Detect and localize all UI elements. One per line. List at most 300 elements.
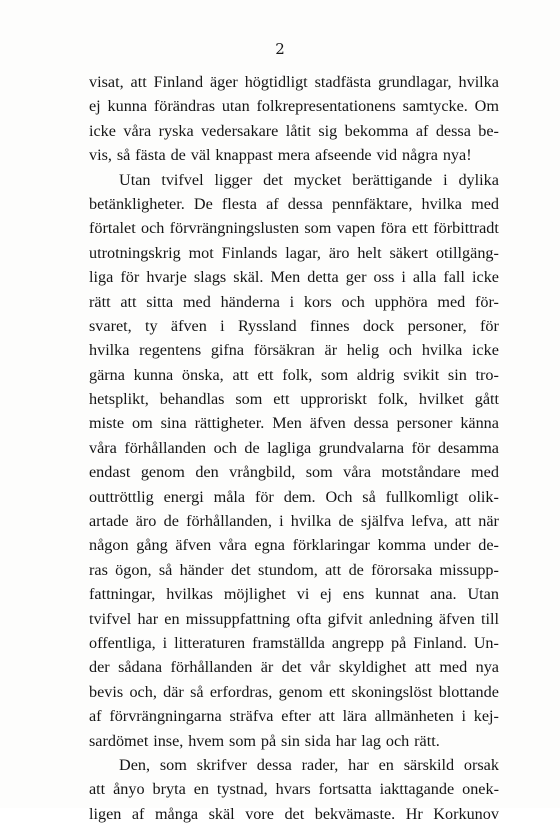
word: utan — [221, 97, 250, 116]
word: missupp- — [439, 560, 499, 579]
word: iakttagande — [379, 780, 455, 799]
word: dessa — [256, 755, 292, 774]
text-line — [89, 192, 499, 216]
word: missuppfattning — [185, 609, 291, 628]
text-line — [89, 753, 499, 777]
word: vi — [296, 585, 310, 604]
word: fortsatta — [318, 780, 372, 799]
word: de — [338, 512, 354, 531]
word: hvilka — [89, 341, 130, 360]
word: i — [162, 633, 168, 652]
text-line — [89, 119, 499, 143]
word: folkrepresentationens — [256, 97, 396, 116]
word: med — [437, 292, 466, 311]
word: olik- — [468, 487, 499, 506]
word: nya! — [442, 146, 472, 165]
word: förändras — [153, 97, 215, 116]
word: framställda — [252, 633, 325, 652]
word: der — [89, 658, 110, 677]
word: energi — [163, 487, 204, 506]
word: sardömet — [89, 731, 149, 750]
word: våra — [218, 536, 247, 555]
word: Den, — [119, 755, 151, 774]
word: artade — [89, 512, 129, 531]
text-line — [89, 241, 499, 265]
word: för- — [474, 292, 499, 311]
word: de — [163, 512, 179, 531]
word: af — [89, 707, 102, 726]
word: väl — [190, 146, 211, 165]
word: försäkran — [253, 341, 315, 360]
word: hvilkas — [166, 585, 213, 604]
word: förvrängningarna — [109, 707, 222, 726]
word: ras — [89, 560, 108, 579]
word: låtit — [285, 121, 311, 140]
word: hvars — [275, 780, 311, 799]
word: om — [132, 414, 153, 433]
text-line — [89, 777, 499, 801]
word: gång — [136, 536, 168, 555]
word: kunnat — [375, 585, 420, 604]
word: vår — [309, 658, 331, 677]
word: Ryssland — [237, 316, 297, 335]
word: sina — [160, 414, 187, 433]
word: genom — [140, 463, 185, 482]
word: äfven — [309, 414, 346, 433]
word: flesta — [221, 194, 257, 213]
word: vore — [245, 804, 274, 823]
word: Men — [270, 268, 301, 287]
word: icke — [89, 121, 116, 140]
word: personer, — [407, 316, 467, 335]
word: med — [471, 194, 499, 213]
word: upphöra — [374, 292, 428, 311]
text-line — [89, 387, 499, 411]
text-line — [89, 290, 499, 314]
word: äro — [135, 512, 157, 531]
word: hvem — [188, 731, 225, 750]
word: betänkligheter. — [89, 194, 185, 213]
word: De — [193, 194, 213, 213]
word: alla — [412, 268, 437, 287]
word: knappast — [215, 146, 273, 165]
word: dessa — [353, 414, 389, 433]
word: att — [414, 658, 431, 677]
word: Men — [272, 414, 302, 433]
word: slags — [193, 268, 227, 287]
word: Utan — [119, 170, 151, 189]
word: rättigheter. — [194, 414, 265, 433]
word: grundlagar, — [378, 73, 452, 91]
word: när — [478, 512, 499, 531]
word: på — [391, 633, 407, 652]
word: gärna — [89, 365, 125, 384]
word: vid — [376, 146, 398, 165]
word: äfven — [438, 609, 475, 628]
word: tvifvel — [161, 170, 204, 189]
word: och — [341, 292, 365, 311]
word: rätt — [89, 292, 111, 311]
word: i — [289, 292, 295, 311]
word: pennfäktare, — [331, 194, 413, 213]
word: det — [284, 804, 305, 823]
word: allmänheten — [374, 707, 454, 726]
word: rader, — [301, 755, 339, 774]
word: Hr — [405, 804, 423, 823]
word: gått — [474, 390, 499, 409]
word: för — [411, 438, 431, 457]
word: många — [154, 804, 199, 823]
word: vapen — [336, 219, 376, 238]
word: att — [130, 73, 147, 91]
body-text — [89, 70, 499, 826]
word: någon — [89, 536, 129, 555]
word: och — [388, 341, 413, 360]
word: så — [362, 487, 376, 506]
word: svaret, — [89, 316, 132, 335]
word: våra — [123, 121, 152, 140]
word: fullkomligt — [385, 487, 459, 506]
word: våra — [343, 463, 372, 482]
word: inse, — [153, 731, 184, 750]
word: äfven — [170, 316, 207, 335]
word: bevis — [89, 682, 124, 701]
word: kej- — [473, 707, 499, 726]
word: skoningslöst — [351, 682, 433, 701]
word: motståndare — [381, 463, 461, 482]
word: kunna — [107, 97, 148, 116]
word: som — [235, 390, 263, 409]
word: behandlas — [159, 390, 225, 409]
word: de — [348, 560, 364, 579]
word: ens — [342, 585, 365, 604]
word: ett — [328, 682, 346, 701]
word: hvilka — [458, 73, 499, 91]
word: att — [89, 780, 106, 799]
word: det — [230, 560, 251, 579]
word: dock — [362, 316, 395, 335]
word: Finland. — [413, 633, 467, 652]
word: de- — [478, 536, 499, 555]
word: sida — [304, 731, 331, 750]
word: på — [260, 731, 277, 750]
word: för — [480, 316, 499, 335]
word: händer — [179, 560, 224, 579]
text-line — [89, 704, 499, 728]
word: den — [195, 463, 219, 482]
text-line — [89, 607, 499, 631]
word: att — [318, 707, 335, 726]
word: känna — [460, 414, 499, 433]
word: sig — [318, 121, 338, 140]
word: helt — [357, 243, 382, 262]
word: detta — [307, 268, 339, 287]
word: upproriskt — [300, 390, 367, 409]
word: grundvalarna — [318, 438, 405, 457]
word: tro- — [475, 365, 499, 384]
word: folk, — [282, 365, 313, 384]
word: hetsplikt, — [89, 390, 149, 409]
word: har — [137, 609, 159, 628]
word: lära — [342, 707, 367, 726]
word: svikit — [403, 365, 440, 384]
word: fall — [443, 268, 465, 287]
word: erfordras, — [209, 682, 273, 701]
word: är — [260, 658, 274, 677]
word: har — [335, 731, 357, 750]
word: att — [325, 560, 342, 579]
word: Un- — [473, 633, 499, 652]
word: som — [229, 731, 257, 750]
text-line — [89, 509, 499, 533]
text-line — [89, 143, 499, 167]
word: i — [443, 170, 448, 189]
word: vis, — [89, 146, 112, 165]
word: hvilket — [418, 390, 464, 409]
word: afseende — [314, 146, 372, 165]
word: som — [305, 463, 333, 482]
word: ej — [89, 97, 101, 116]
word: genom — [278, 682, 323, 701]
text-line — [89, 216, 499, 240]
text-line — [89, 582, 499, 606]
word: med — [439, 658, 468, 677]
word: tvifvel — [89, 609, 132, 628]
word: i — [401, 268, 406, 287]
word: visat, — [89, 73, 124, 91]
word: förorsaka — [371, 560, 433, 579]
word: ett — [273, 390, 290, 409]
word: med — [182, 292, 211, 311]
word: kors — [303, 292, 332, 311]
word: oss — [373, 268, 395, 287]
word: det — [263, 170, 283, 189]
word: fattningar, — [89, 585, 156, 604]
text-line — [89, 460, 499, 484]
word: icke — [472, 268, 499, 287]
word: dessa — [287, 194, 323, 213]
word: stundom, — [258, 560, 318, 579]
word: våra — [89, 438, 117, 457]
word: lefva, — [411, 512, 448, 531]
word: så — [190, 682, 204, 701]
word: förklaringar — [292, 536, 370, 555]
word: litteraturen — [174, 633, 246, 652]
word: utrotningskrig — [89, 243, 181, 262]
word: rätt. — [414, 731, 440, 750]
word: där — [163, 682, 184, 701]
word: ett — [257, 365, 274, 384]
word: Korkunov — [433, 804, 499, 823]
word: i — [220, 316, 225, 335]
text-line — [89, 655, 499, 679]
word: offentliga, — [89, 633, 156, 652]
word: att — [232, 365, 249, 384]
word: liga — [89, 268, 114, 287]
word: att — [454, 512, 472, 531]
word: af — [266, 194, 279, 213]
word: i — [279, 512, 284, 531]
word: så — [116, 146, 131, 165]
word: vedersakare — [201, 121, 279, 140]
text-line — [89, 802, 499, 826]
word: finnes — [309, 316, 350, 335]
word: för — [120, 268, 140, 287]
word: och — [385, 731, 410, 750]
word: ett — [411, 219, 429, 238]
word: under — [433, 536, 471, 555]
word: en — [378, 755, 394, 774]
text-line — [89, 558, 499, 582]
word: en — [164, 609, 180, 628]
word: särskild — [403, 755, 455, 774]
word: mera — [277, 146, 311, 165]
word: bryta — [152, 780, 186, 799]
word: otillgäng- — [435, 243, 499, 262]
text-line — [89, 631, 499, 655]
word: är — [324, 341, 338, 360]
word: bekomma — [344, 121, 409, 140]
word: förbittradt — [433, 219, 499, 238]
word: personer — [396, 414, 453, 433]
word: be- — [478, 121, 499, 140]
word: Finland — [153, 73, 204, 91]
word: regentens — [139, 341, 202, 360]
word: egna — [254, 536, 285, 555]
word: önska, — [181, 365, 224, 384]
word: de — [244, 438, 260, 457]
word: sträfva — [229, 707, 274, 726]
word: vrångbild, — [229, 463, 296, 482]
word: händerna — [220, 292, 280, 311]
word: att — [120, 292, 137, 311]
word: lagliga — [267, 438, 312, 457]
word: ty — [145, 316, 158, 335]
word: icke — [471, 341, 499, 360]
word: och — [141, 219, 165, 238]
text-line — [89, 729, 499, 753]
word: blottande — [438, 682, 499, 701]
word: samtycke. — [402, 97, 468, 116]
word: högtidligt — [244, 73, 308, 91]
word: lagar, — [285, 243, 321, 262]
word: Om — [474, 97, 499, 116]
word: Utan — [467, 585, 499, 604]
word: berättigande — [352, 170, 433, 189]
word: det — [281, 658, 302, 677]
word: ånyo — [113, 780, 145, 799]
word: orsak — [463, 755, 499, 774]
word: och, — [129, 682, 157, 701]
word: mycket — [293, 170, 342, 189]
word: ögon, — [115, 560, 152, 579]
word: i — [461, 707, 466, 726]
word: onek- — [462, 780, 499, 799]
word: äfven — [175, 536, 212, 555]
text-line — [89, 168, 499, 192]
word: ryska — [158, 121, 194, 140]
word: kunna — [133, 365, 174, 384]
word: sin — [281, 731, 300, 750]
text-line — [89, 411, 499, 435]
word: dem. — [283, 487, 316, 506]
word: Och — [325, 487, 353, 506]
word: möjlighet — [223, 585, 286, 604]
word: skrifver — [196, 755, 247, 774]
word: förhållanden — [124, 438, 207, 457]
word: med — [471, 463, 499, 482]
word: efter — [281, 707, 311, 726]
word: och — [213, 438, 237, 457]
word: hvilka — [290, 512, 332, 531]
word: ger — [345, 268, 367, 287]
word: sådana — [118, 658, 163, 677]
text-line — [89, 338, 499, 362]
text-line — [89, 436, 499, 460]
word: äger — [209, 73, 238, 91]
word: förvrängningslusten — [169, 219, 300, 238]
word: de — [170, 146, 186, 165]
text-line — [89, 265, 499, 289]
word: desamma — [437, 438, 499, 457]
word: nya — [475, 658, 499, 677]
word: folk, — [377, 390, 408, 409]
word: som — [321, 365, 349, 384]
word: några — [402, 146, 438, 165]
word: af — [131, 804, 145, 823]
word: angrepp — [331, 633, 385, 652]
text-line — [89, 70, 499, 94]
word: mot — [188, 243, 214, 262]
word: aldrig — [356, 365, 395, 384]
word: en — [193, 780, 209, 799]
word: säkert — [389, 243, 429, 262]
word: ligen — [89, 804, 122, 823]
word: som — [304, 219, 332, 238]
word: hvilka — [421, 341, 463, 360]
word: komma — [377, 536, 427, 555]
word: skäl. — [233, 268, 264, 287]
word: af — [415, 121, 429, 140]
word: förhållanden, — [186, 512, 272, 531]
word: hvilka — [421, 194, 462, 213]
word: äro — [328, 243, 350, 262]
word: gifna — [210, 341, 245, 360]
word: måla — [213, 487, 246, 506]
word: så — [158, 560, 173, 579]
word: miste — [89, 414, 125, 433]
text-line — [89, 363, 499, 387]
word: skyldighet — [338, 658, 407, 677]
word: ana. — [430, 585, 457, 604]
word: stadfästa — [314, 73, 372, 91]
word: dylika — [458, 170, 499, 189]
word: sitta — [146, 292, 174, 311]
word: ligger — [214, 170, 253, 189]
word: själfva — [360, 512, 405, 531]
word: fästa — [135, 146, 166, 165]
word: förtalet — [89, 219, 136, 238]
word: skäl — [208, 804, 235, 823]
word: ej — [320, 585, 332, 604]
word: lag — [361, 731, 382, 750]
word: dessa — [435, 121, 471, 140]
word: endast — [89, 463, 131, 482]
text-line — [89, 94, 499, 118]
word: ofta — [296, 609, 322, 628]
word: Finlands — [221, 243, 278, 262]
word: föra — [380, 219, 407, 238]
